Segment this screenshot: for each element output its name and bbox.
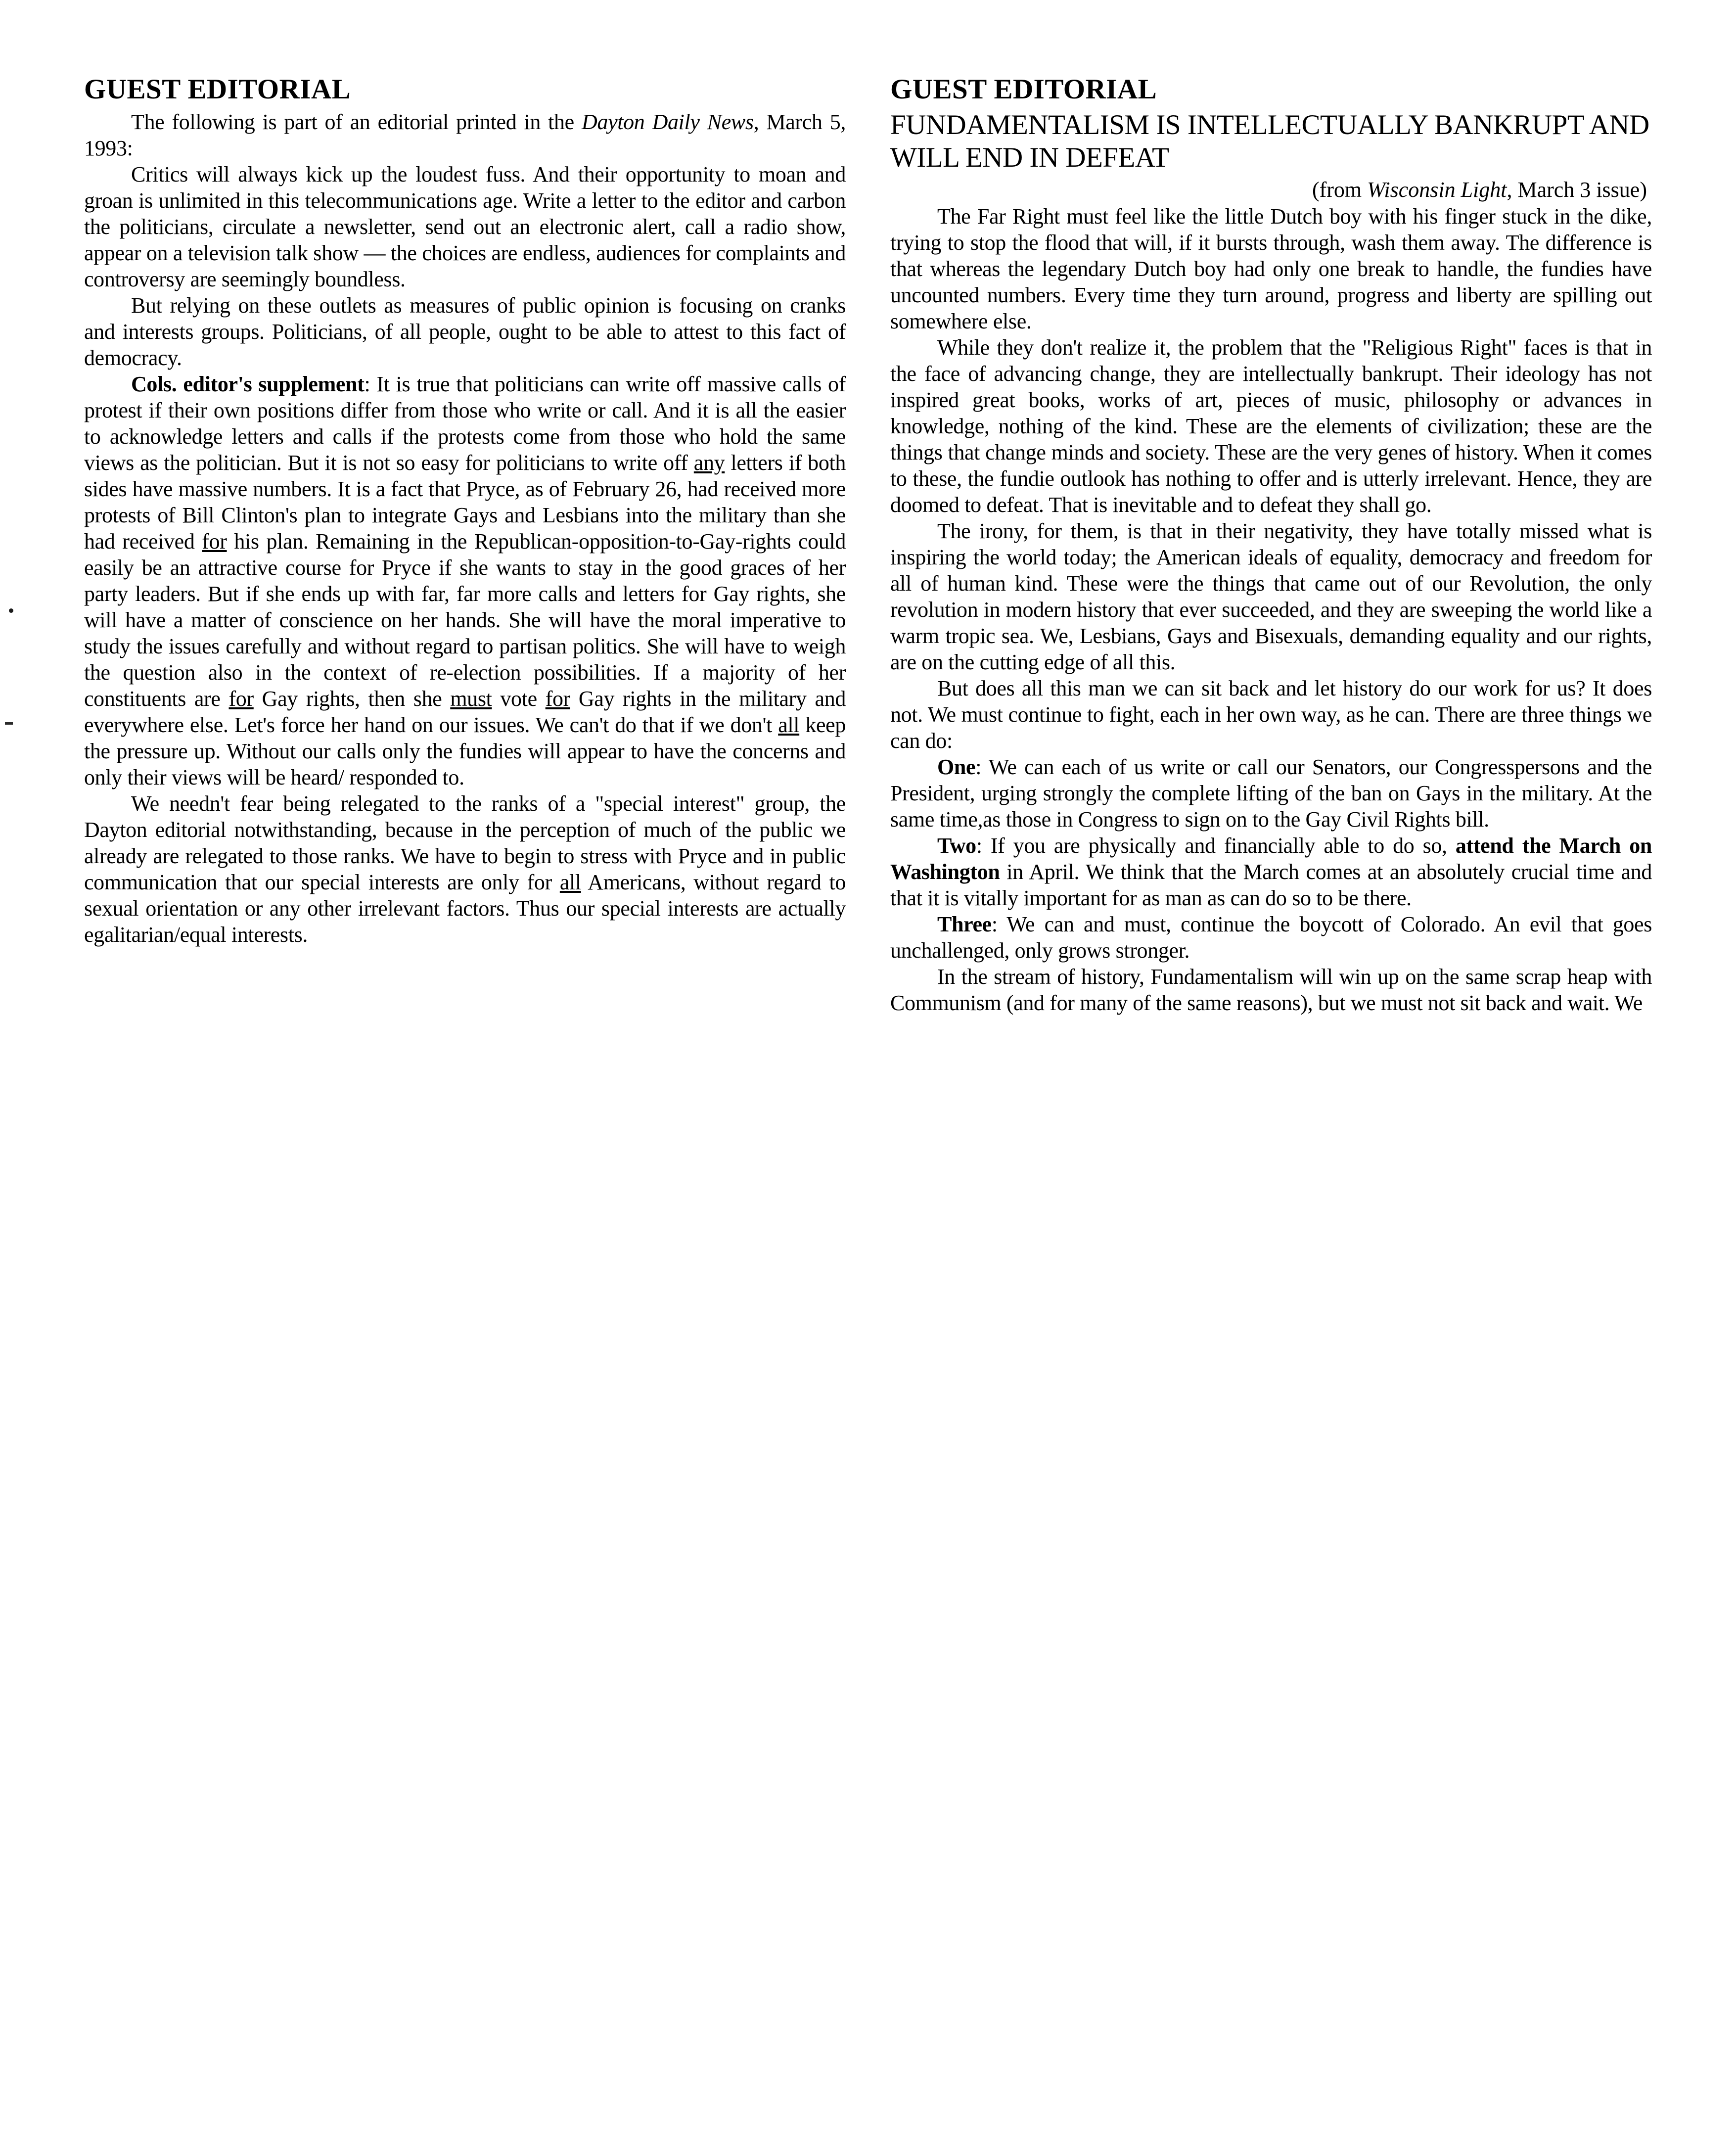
paragraph-p1: [84, 161, 846, 292]
text-run: The irony, for them, is that in their negativity, they have totally missed what is inspiring the world today; the American ideals of equality, democracy and freedom for all of human kind. These were the things that came out of our Revolution, the only revolution in modern history that ever succeeded, and they are sweeping the world like a warm tropic sea. We, Lesbians, Gays and Bisexuals, demanding equality and our rights, are on the cutting edge of all this.: [890, 518, 1652, 674]
paragraph-r2: [890, 334, 1652, 518]
right-section-heading: GUEST EDITORIAL: [890, 74, 1157, 105]
text-run: Americans, without regard to sexual orientation or any other irrelevant factors. Thus our special interests are actually egalitarian/equal interests.: [84, 870, 846, 947]
paragraph-r4: [890, 675, 1652, 754]
underlined-run: for: [545, 686, 570, 711]
text-run: : It is true that politicians can write off massive calls of protest if their own positions differ from those who write or call. And it is all the easier to acknowledge letters and calls if the protests come from those who hold the same views as the politician. But it is not so easy for politicians to write off: [84, 371, 846, 475]
text-run: The Far Right must feel like the little Dutch boy with his finger stuck in the dike, trying to stop the flood that will, if it bursts through, wash them away. The difference is that whereas the legendary Dutch boy had only one break to handle, the fundies have uncounted numbers. Every time they turn around, progress and liberty are spilling out somewhere else.: [890, 204, 1652, 333]
left-section-heading: GUEST EDITORIAL: [84, 74, 351, 105]
text-run: keep the pressure up. Without our calls only the fundies will appear to have the concerns and only their views will be heard/ responded to.: [84, 712, 846, 789]
article-columns: [84, 74, 1652, 1016]
paragraph-r3: [890, 518, 1652, 675]
article-title: FUNDAMENTALISM IS INTELLECTUALLY BANKRUPT AND WILL END IN DEFEAT: [890, 109, 1649, 173]
bold-run: Three: [937, 912, 992, 936]
underlined-run: for: [228, 686, 254, 711]
left-column: [84, 74, 846, 948]
underlined-run: all: [559, 870, 581, 894]
bold-run: One: [937, 754, 976, 779]
text-run: But does all this man we can sit back and let history do our work for us? It does not. We must continue to fight, each in her own way, as he can. There are three things we can do:: [890, 676, 1652, 753]
paragraph-r5: [890, 754, 1652, 833]
article-source-credit: [890, 177, 1652, 203]
bold-run: attend the March on Washington: [890, 833, 1652, 884]
text-run: In the stream of history, Fundamentalism will win up on the same scrap heap with Communism (and for many of the same reasons), but we must not sit back and wait. We: [890, 965, 1652, 1016]
text-run: : We can and must, continue the boycott of Colorado. An evil that goes unchallenged, only grows stronger.: [890, 912, 1652, 963]
scan-artifact-dot: [9, 608, 13, 613]
text-run: , March 3 issue): [1507, 177, 1647, 202]
text-run: Gay rights, then she: [253, 686, 451, 711]
text-run: But relying on these outlets as measures of public opinion is focusing on cranks and interests groups. Politicians, of all people, ought to be able to attest to this fact of democracy.: [84, 293, 846, 370]
left-column-body: [84, 109, 846, 948]
text-run: his plan. Remaining in the Republican-opposition-to-Gay-rights could easily be an attractive course for Pryce if she wants to stay in the good graces of her party leaders. But if she ends up with far, far more calls and letters for Gay rights, she will have a matter of conscience on her hands. She will have the moral imperative to study the issues carefully and without regard to partisan politics. She will have to weigh the question also in the context of re-election possibilities. If a majority of her constituents are: [84, 529, 846, 711]
text-run: : If you are physically and financially able to do so,: [976, 833, 1456, 858]
right-column: [890, 74, 1652, 1016]
text-run: While they don't realize it, the problem that the "Religious Right" faces is that in the face of advancing change, they are intellectually bankrupt. Their ideology has not inspired great books, works of art, pieces of music, philosophy or advances in knowledge, nothing of the kind. These are the elements of civilization; these are the things that change minds and society. These are the very genes of history. When it comes to these, the fundie outlook has nothing to offer and is utterly irrelevant. Hence, they are doomed to defeat. That is inevitable and to defeat they shall go.: [890, 335, 1652, 517]
text-run: The following is part of an editorial printed in the: [131, 109, 582, 134]
text-run: vote: [492, 686, 546, 711]
paragraph-r8: [890, 964, 1652, 1016]
paragraph-p3: [84, 371, 846, 790]
underlined-run: must: [450, 686, 492, 711]
italic-run: Dayton Daily News: [582, 109, 754, 134]
paragraph-p2: [84, 292, 846, 371]
text-run: Critics will always kick up the loudest fuss. And their opportunity to moan and groan is unlimited in this telecommunications age. Write a letter to the editor and carbon the politicians, circulate a newsletter, send out an electronic alert, call a radio show, appear on a television talk show — the choices are endless, audiences for complaints and controversy are seemingly boundless.: [84, 162, 846, 291]
scan-artifact-dash: [5, 722, 13, 725]
paragraph-r6: [890, 833, 1652, 911]
text-run: in April. We think that the March comes at an absolutely crucial time and that it is vitally important for as man as can do so to be there.: [890, 859, 1652, 910]
underlined-run: any: [693, 450, 725, 475]
bold-run: Two: [937, 833, 976, 858]
paragraph-r1: [890, 203, 1652, 334]
text-run: , March 5, 1993:: [84, 109, 846, 160]
text-run: Gay rights in the military and everywhere else. Let's force her hand on our issues. We can't do that if we don't: [84, 686, 846, 737]
paragraph-intro: [84, 109, 846, 161]
underlined-run: for: [202, 529, 227, 554]
bold-run: Cols. editor's supplement: [131, 371, 365, 396]
text-run: (from: [1312, 177, 1368, 202]
text-run: : We can each of us write or call our Senators, our Congresspersons and the President, urging strongly the complete lifting of the ban on Gays in the military. At the same time,as those in Congress to sign on to the Gay Civil Rights bill.: [890, 754, 1652, 832]
paragraph-r7: [890, 911, 1652, 964]
paragraph-p4: [84, 790, 846, 948]
text-run: letters if both sides have massive numbers. It is a fact that Pryce, as of February 26, had received more protests of Bill Clinton's plan to integrate Gays and Lesbians into the military than she had received: [84, 450, 846, 554]
underlined-run: all: [778, 712, 800, 737]
text-run: We needn't fear being relegated to the ranks of a "special interest" group, the Dayton editorial notwithstanding, because in the perception of much of the public we already are relegated to those ranks. We have to begin to stress with Pryce and in public communication that our special interests are only for: [84, 791, 846, 894]
italic-run: Wisconsin Light: [1367, 177, 1507, 202]
right-column-body: [890, 203, 1652, 1016]
